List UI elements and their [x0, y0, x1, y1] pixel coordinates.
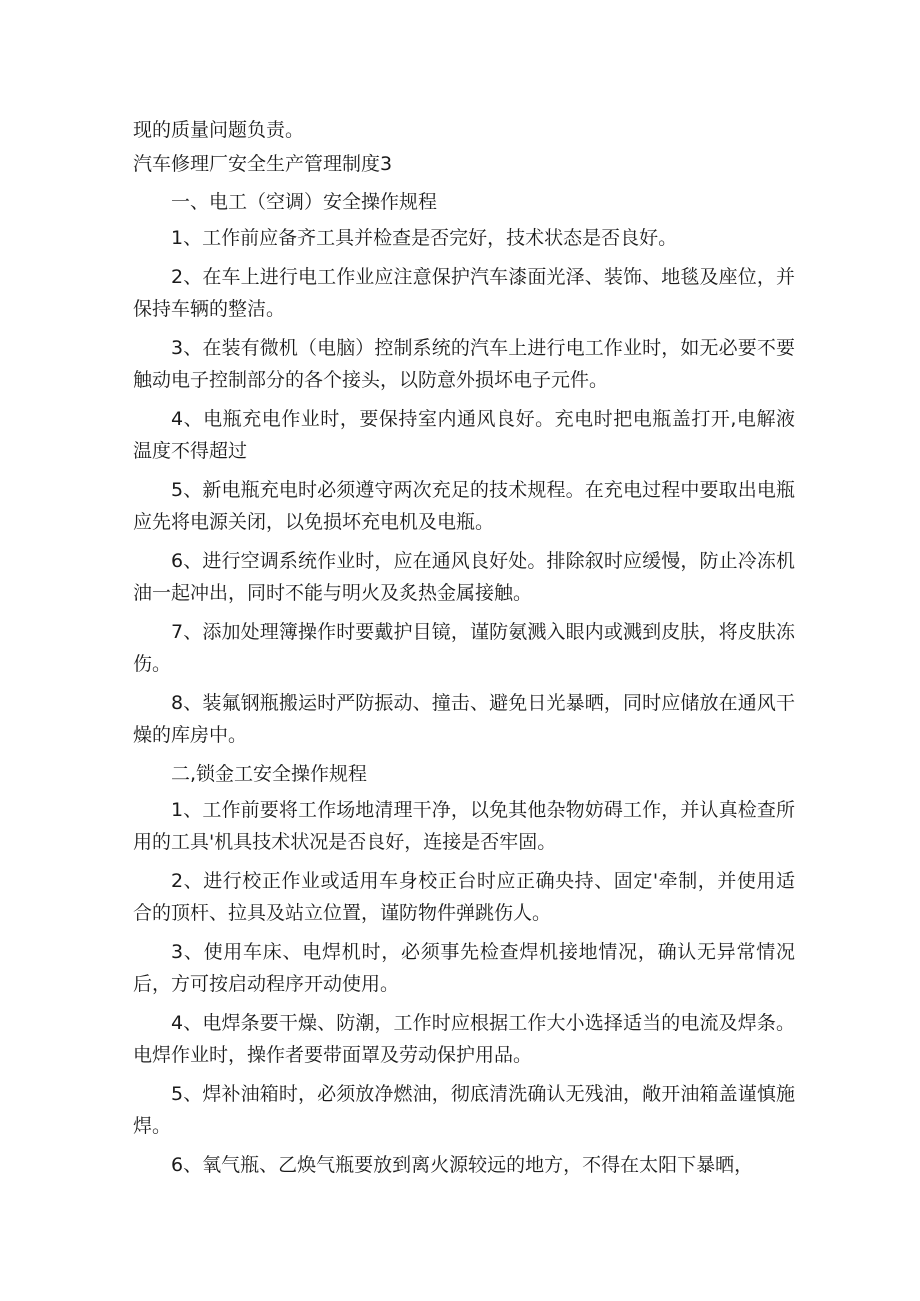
section-heading-sheet-metal: 二,锁金工安全操作规程 — [171, 763, 368, 785]
paragraph: 6、进行空调系统作业时，应在通风良好处。排除叙时应缓慢，防止冷冻机油一起冲出，同时不能与明火及炙热金属接触。 — [133, 550, 795, 604]
paragraph: 2、在车上进行电工作业应注意保护汽车漆面光泽、装饰、地毯及座位，并保持车辆的整洁。 — [133, 266, 795, 320]
paragraph: 1、工作前应备齐工具并检查是否完好，技术状态是否良好。 — [171, 227, 678, 249]
document-title: 汽车修理厂安全生产管理制度3 — [133, 153, 393, 175]
paragraph: 4、电瓶充电作业时，要保持室内通风良好。充电时把电瓶盖打开,电解液温度不得超过 — [133, 408, 795, 462]
paragraph: 8、装氟钢瓶搬运时严防振动、撞击、避免日光暴晒，同时应储放在通风干燥的库房中。 — [133, 692, 795, 746]
paragraph: 5、新电瓶充电时必须遵守两次充足的技术规程。在充电过程中要取出电瓶应先将电源关闭，以免损坏充电机及电瓶。 — [133, 479, 795, 533]
section-heading-electrician: 一、电工（空调）安全操作规程 — [171, 191, 438, 213]
document-body — [133, 114, 795, 1188]
paragraph: 1、工作前要将工作场地清理干净，以免其他杂物妨碍工作，并认真检查所用的工具'机具技术状况是否良好，连接是否牢固。 — [133, 799, 795, 853]
paragraph: 2、进行校正作业或适用车身校正台时应正确央持、固定'牵制，并使用适合的顶杆、拉具及站立位置，谨防物件弹跳伤人。 — [133, 870, 795, 924]
paragraph: 4、电焊条要干燥、防潮，工作时应根据工作大小选择适当的电流及焊条。电焊作业时，操作者要带面罩及劳动保护用品。 — [133, 1012, 795, 1066]
paragraph: 6、氧气瓶、乙焕气瓶要放到离火源较远的地方，不得在太阳下暴晒， — [171, 1154, 754, 1176]
continued-text: 现的质量问题负责。 — [133, 119, 305, 141]
paragraph: 7、添加处理簿操作时要戴护目镜，谨防氨溅入眼内或溅到皮肤，将皮肤冻伤。 — [133, 621, 795, 675]
paragraph: 5、焊补油箱时，必须放净燃油，彻底清洗确认无残油，敞开油箱盖谨慎施焊。 — [133, 1083, 795, 1137]
paragraph: 3、在装有微机（电脑）控制系统的汽车上进行电工作业时，如无必要不要触动电子控制部分的各个接头，以防意外损坏电子元件。 — [133, 337, 795, 391]
paragraph: 3、使用车床、电焊机时，必须事先检查焊机接地情况，确认无异常情况后，方可按启动程序开动使用。 — [133, 941, 795, 995]
